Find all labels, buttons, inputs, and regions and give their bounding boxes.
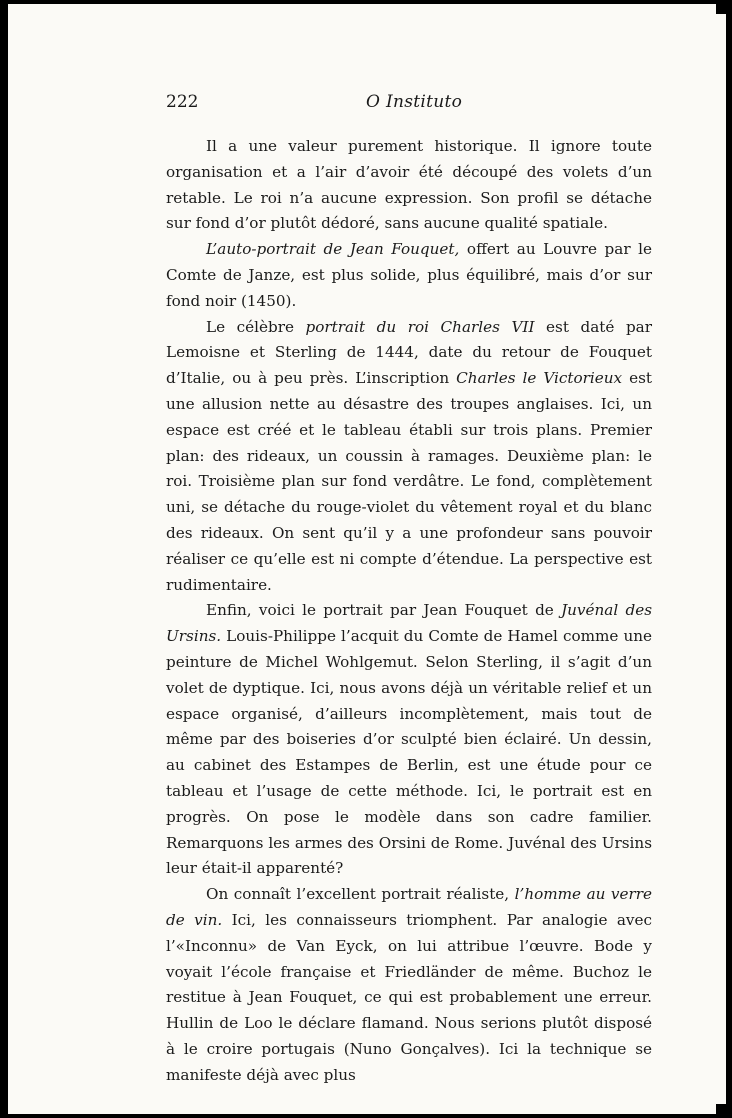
italic-text: Charles le Victorieux <box>456 369 623 388</box>
text-run: Il a une valeur purement historique. Il ignore toute organisation et a l’air d’avoir été découpé des volets d’un retable. Le roi n’a aucune expression. Son profil se détache sur fond d’or plutôt dédoré, sans aucune qualité spatiale. <box>166 137 652 233</box>
text-run: Le célèbre <box>206 317 306 336</box>
text-run: est daté par Lemoisne et Sterling de 1444, date du retour de Fouquet d’Italie, ou à peu près. L’inscription <box>166 317 652 388</box>
italic-text: l’homme au verre de vin. <box>166 885 653 929</box>
text-run: offert au Louvre par le Comte de Janze, est plus solide, plus équilibré, mais d’or sur fond noir (1450). <box>166 240 653 310</box>
paragraph <box>166 237 652 314</box>
paragraph <box>166 882 652 1088</box>
text-run: est une allusion nette au désastre des troupes anglaises. Ici, un espace est créé et le tableau établi sur trois plans. Premier plan: des rideaux, un coussin à ramages. Deuxième plan: le roi. Troisième plan sur fond verdâtre. Le fond, complètement uni, se détache du rouge-violet du vêtement royal et du blanc des rideaux. On sent qu’il y a une profondeur sans pouvoir réaliser ce qu’elle est ni compte d’étendue. La perspective est rudimentaire. <box>166 369 652 594</box>
book-page <box>8 4 726 1114</box>
italic-text: Juvénal des Ursins. <box>166 601 652 646</box>
page-number: 222 <box>166 92 199 112</box>
body-text <box>166 134 652 1088</box>
text-run: Louis-Philippe l’acquit du Comte de Hamel comme une peinture de Michel Wohlgemut. Selon Sterling, il s’agit d’un volet de dyptique. Ici, nous avons déjà un véritable relief et un espace organisé, d’ailleurs incomplètement, mais tout de même par des boiseries d’or sculpté bien éclairé. Un dessin, au cabinet des Estampes de Berlin, est une étude pour ce tableau et l’usage de cette méthode. Ici, le portrait est en progrès. On pose le modèle dans son cadre familier. Remarquons les armes des Orsini de Rome. Juvénal des Ursins leur était-il apparenté? <box>166 627 652 878</box>
running-title: O Instituto <box>366 92 463 112</box>
text-run: Enfin, voici le portrait par Jean Fouquet de <box>206 601 562 620</box>
paragraph <box>166 134 652 237</box>
running-header <box>166 90 652 120</box>
paragraph <box>166 315 652 599</box>
scan-corner-mark <box>716 1104 726 1114</box>
scan-corner-mark <box>716 4 726 14</box>
text-run: Ici, les connaisseurs triomphent. Par analogie avec l’«Inconnu» de Van Eyck, on lui attribue l’œuvre. Bode y voyait l’école française et Friedländer de même. Buchoz le restitue à Jean Fouquet, ce qui est probablement une erreur. Hullin de Loo le déclare flamand. Nous serions plutôt disposé à le croire portugais (Nuno Gonçalves). Ici la technique se manifeste déjà avec plus <box>166 910 652 1084</box>
italic-text: L’auto-portrait de Jean Fouquet, <box>206 240 460 259</box>
paragraph <box>166 598 652 882</box>
italic-text: portrait du roi Charles VII <box>305 317 535 336</box>
text-run: On connaît l’excellent portrait réaliste, <box>206 885 515 904</box>
